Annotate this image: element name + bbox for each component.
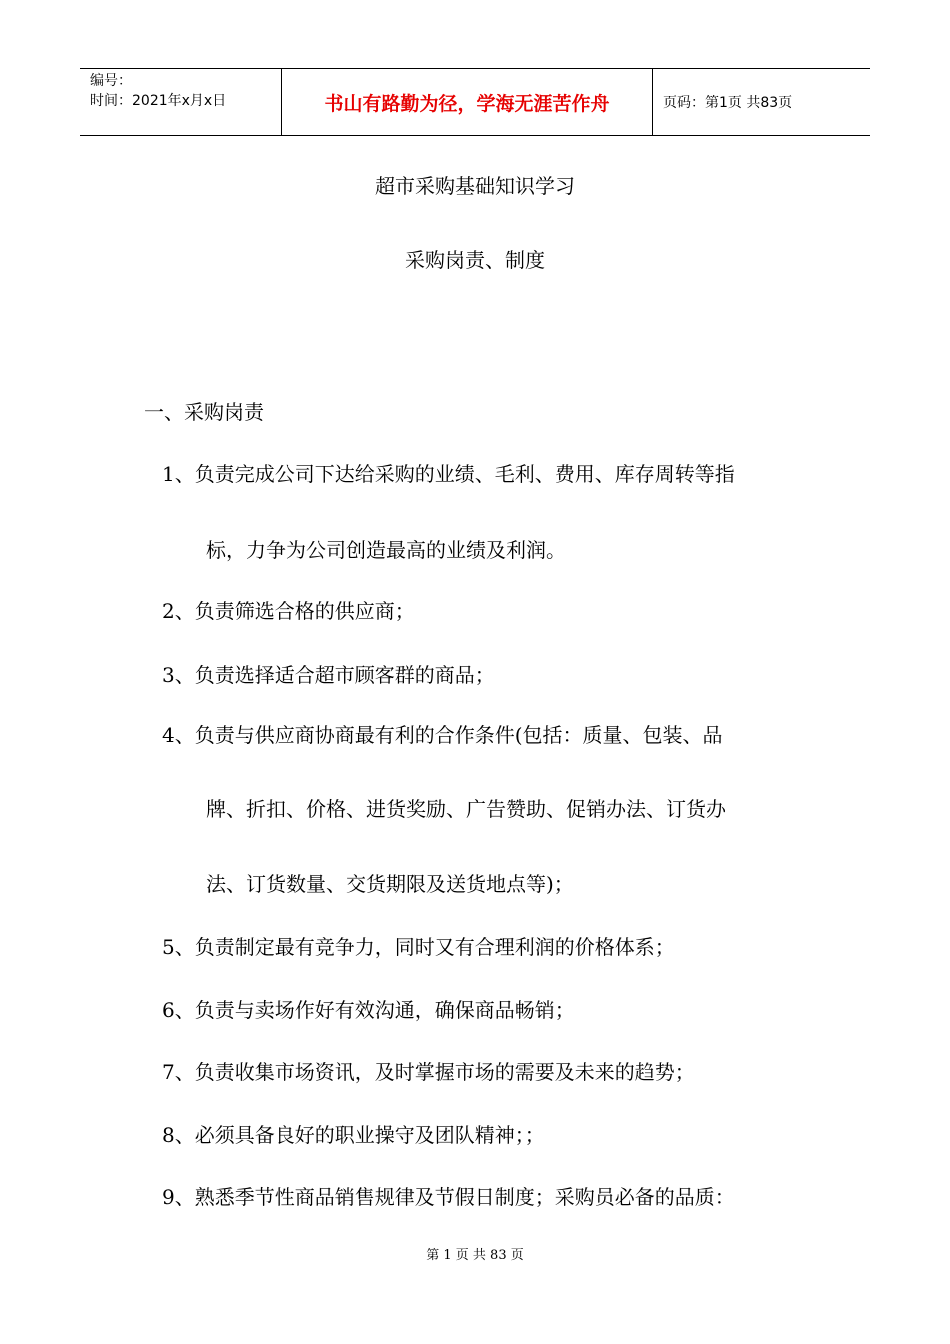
header-page-info: 页码：第1页 共83页 (663, 95, 793, 111)
document-header (80, 68, 870, 136)
body-line: 7、负责收集市场资讯，及时掌握市场的需要及未来的趋势； (162, 1060, 695, 1084)
body-line: 牌、折扣、价格、进货奖励、广告赞助、促销办法、订货办 (206, 797, 726, 821)
header-motto: 书山有路勤为径，学海无涯苦作舟 (281, 69, 653, 135)
body-line: 6、负责与卖场作好有效沟通，确保商品畅销； (162, 998, 575, 1022)
body-line: 标，力争为公司创造最高的业绩及利润。 (206, 538, 566, 562)
body-line: 3、负责选择适合超市顾客群的商品； (162, 663, 495, 687)
header-meta (80, 69, 281, 135)
document-subtitle: 采购岗责、制度 (405, 248, 545, 272)
body-line: 1、负责完成公司下达给采购的业绩、毛利、费用、库存周转等指 (162, 462, 735, 486)
body-line: 2、负责筛选合格的供应商； (162, 599, 415, 623)
date-label: 时间：2021年x月x日 (90, 93, 227, 109)
body-line: 9、熟悉季节性商品销售规律及节假日制度；采购员必备的品质： (162, 1185, 735, 1209)
body-line: 4、负责与供应商协商最有利的合作条件(包括：质量、包装、品 (162, 723, 723, 747)
body-line: 8、必须具备良好的职业操守及团队精神；； (162, 1123, 545, 1147)
document-title: 超市采购基础知识学习 (375, 174, 575, 198)
body-line: 5、负责制定最有竞争力，同时又有合理利润的价格体系； (162, 935, 675, 959)
section-heading: 一、采购岗责 (144, 400, 264, 424)
number-label: 编号： (90, 73, 132, 89)
body-line: 法、订货数量、交货期限及送货地点等)； (206, 872, 574, 896)
page-footer: 第 1 页 共 83 页 (426, 1248, 524, 1263)
